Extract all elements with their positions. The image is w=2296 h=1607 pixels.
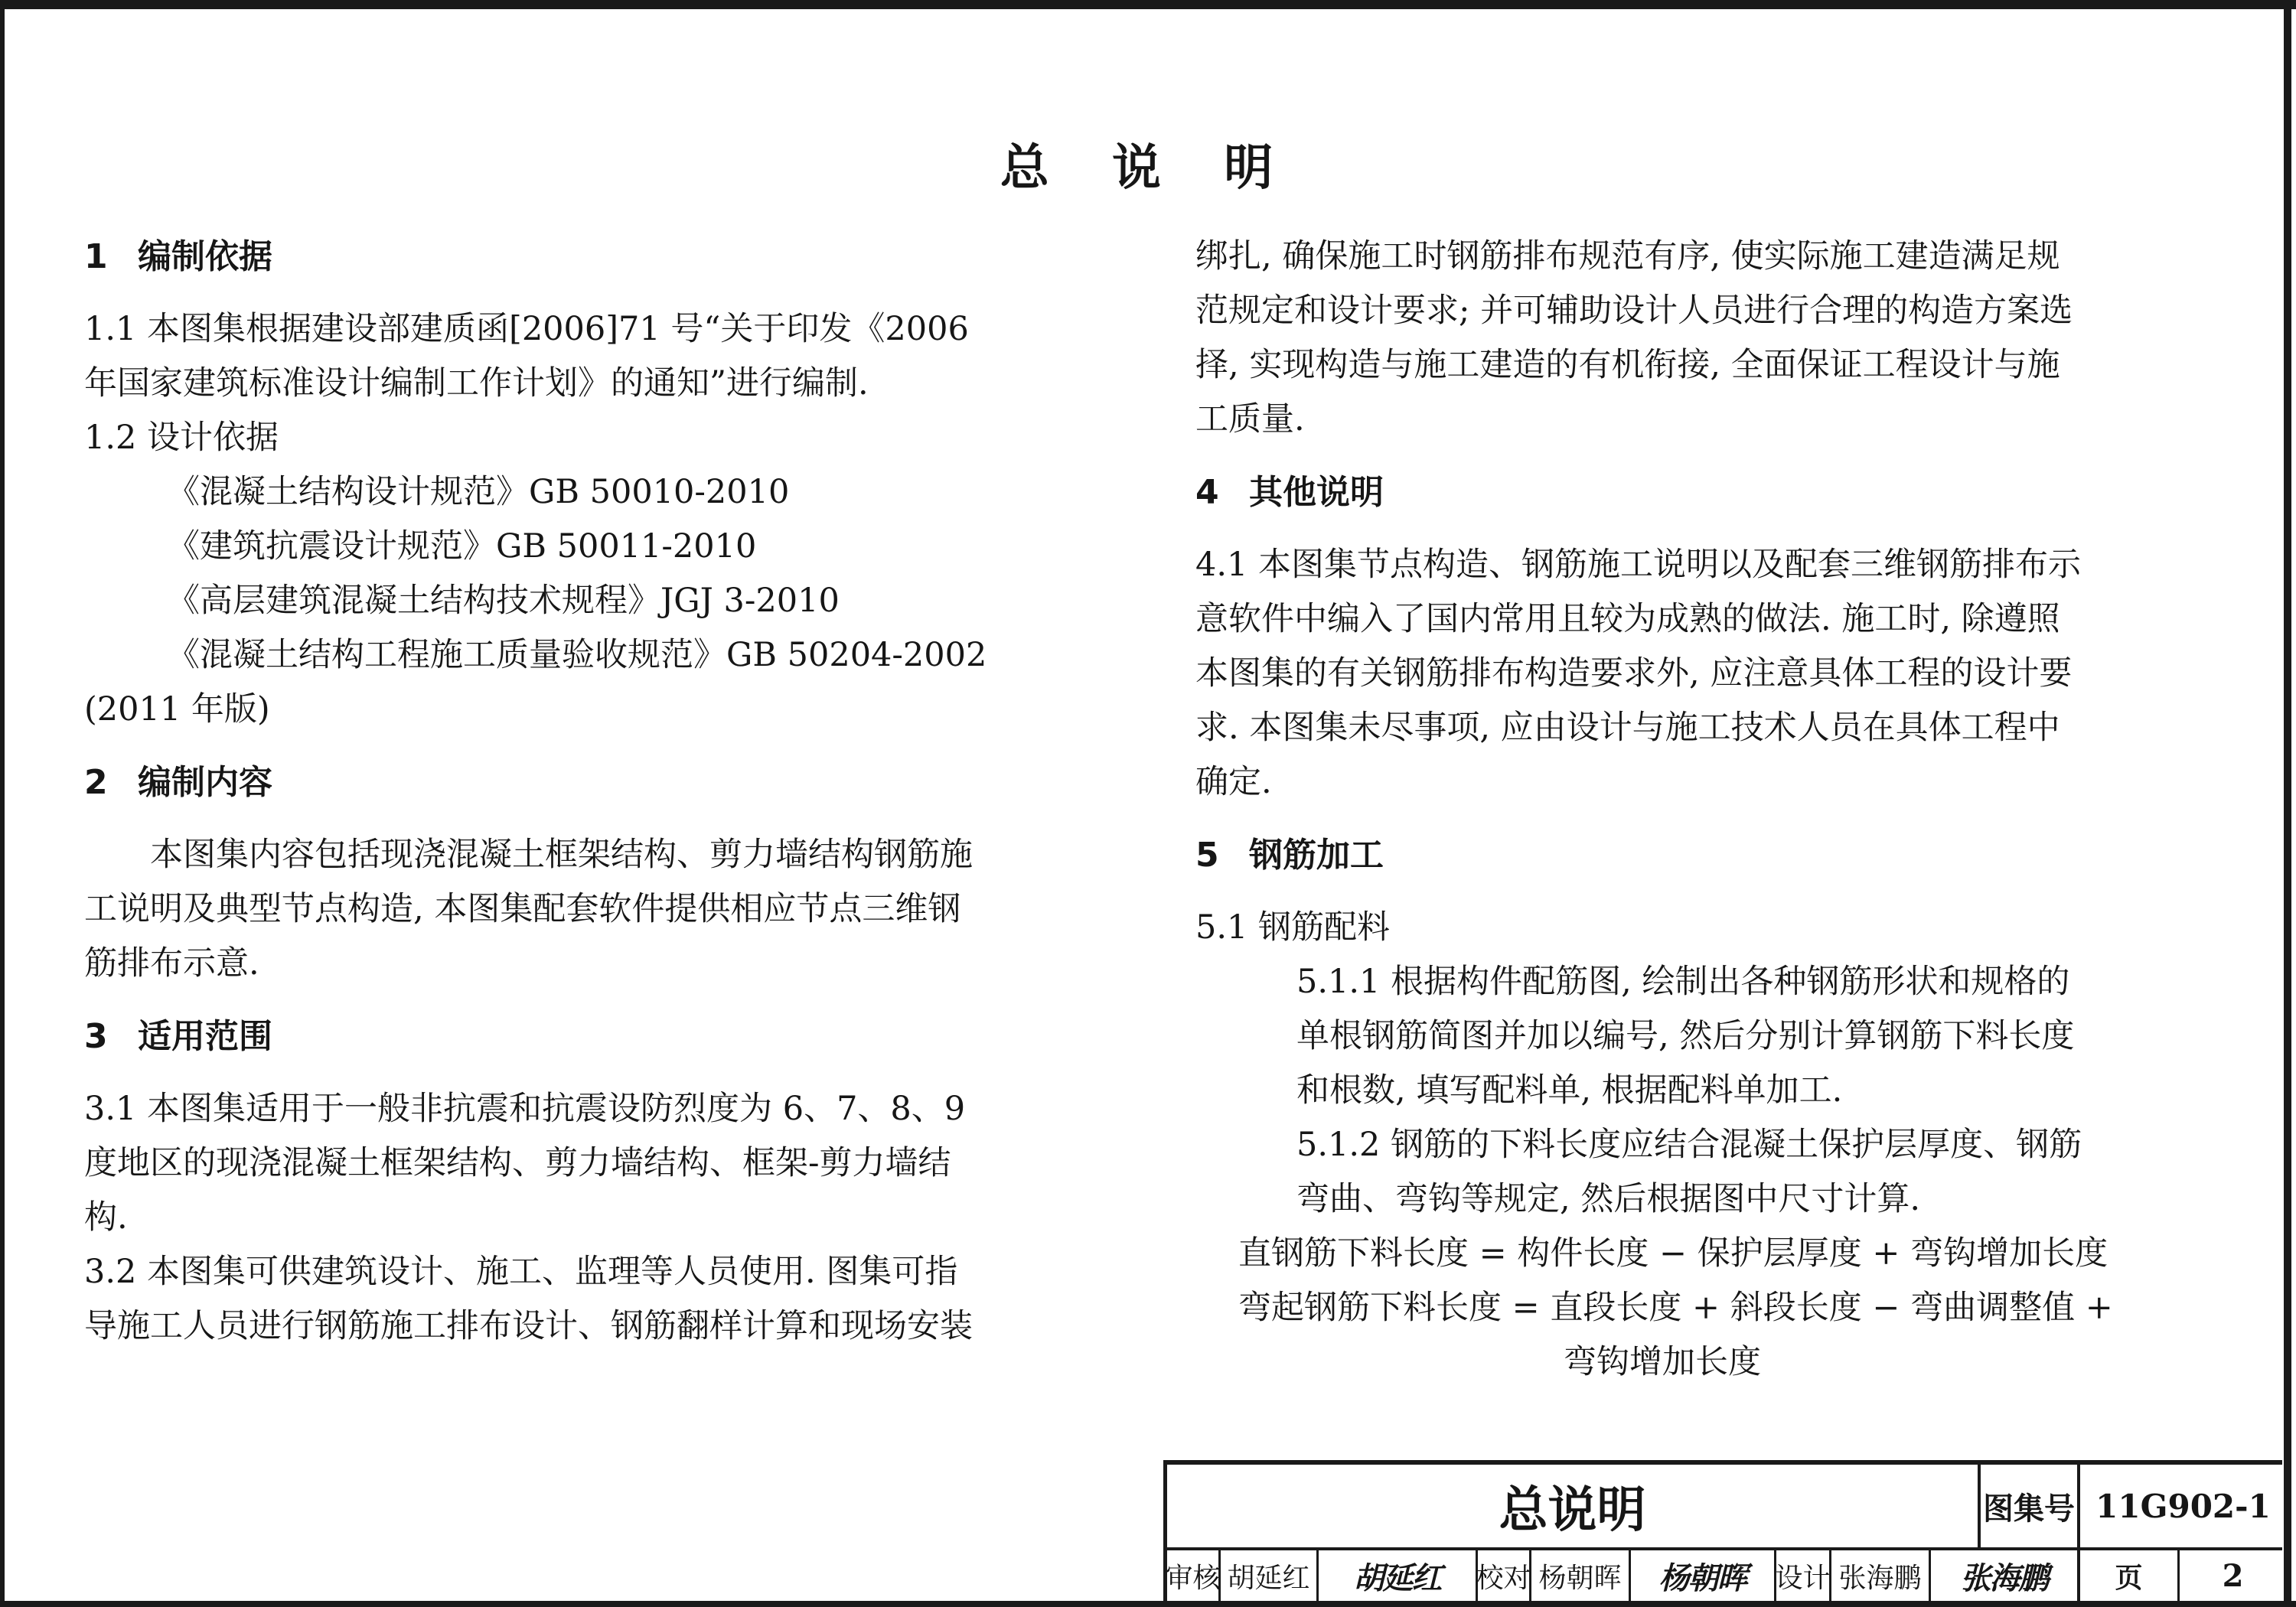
designer-name: 张海鹏 [1831, 1550, 1931, 1601]
standard-item: 《混凝土结构设计规范》GB 50010-2010 [167, 473, 790, 511]
page-title: 总 说 明 [1000, 140, 1296, 197]
signature-row [1167, 1550, 2282, 1601]
design-label: 设计 [1776, 1550, 1831, 1601]
frame-border-right [2284, 0, 2291, 1607]
atlas-number-label: 图集号 [1981, 1465, 2080, 1547]
reviewer-name: 胡延红 [1221, 1550, 1319, 1601]
paragraph-line: 导施工人员进行钢筋施工排布设计、钢筋翻样计算和现场安装 [84, 1307, 973, 1345]
review-label: 审核 [1167, 1550, 1221, 1601]
frame-border-bottom [0, 1601, 2296, 1607]
page-number: 2 [2222, 1557, 2244, 1594]
standard-item: 《建筑抗震设计规范》GB 50011-2010 [167, 527, 757, 566]
section-heading: 5 钢筋加工 [1195, 836, 1384, 875]
paragraph-line: 工说明及典型节点构造, 本图集配套软件提供相应节点三维钢 [84, 890, 961, 928]
atlas-number: 11G902-1 [2095, 1487, 2271, 1525]
paragraph-line: 年国家建筑标准设计编制工作计划》的通知”进行编制. [84, 364, 869, 403]
paragraph-line: 构. [84, 1198, 128, 1237]
paragraph-line: 5.1.2 钢筋的下料长度应结合混凝土保护层厚度、钢筋 [1296, 1126, 2082, 1164]
paragraph-line: 4.1 本图集节点构造、钢筋施工说明以及配套三维钢筋排布示 [1195, 546, 2082, 584]
title-block-row [1167, 1465, 2282, 1550]
designer-signature: 张海鹏 [1931, 1550, 2080, 1601]
check-label: 校对 [1478, 1550, 1531, 1601]
paragraph-line: 1.1 本图集根据建设部建质函[2006]71 号“关于印发《2006 [84, 310, 969, 348]
paragraph-line: 择, 实现构造与施工建造的有机衔接, 全面保证工程设计与施 [1195, 346, 2060, 384]
paragraph-line: 弯曲、弯钩等规定, 然后根据图中尺寸计算. [1296, 1180, 1921, 1218]
paragraph-line: 1.2 设计依据 [84, 419, 279, 457]
section-heading: 4 其他说明 [1195, 473, 1384, 512]
paragraph-line: 度地区的现浇混凝土框架结构、剪力墙结构、框架-剪力墙结 [84, 1144, 951, 1182]
drawing-name: 总说明 [1167, 1465, 1981, 1547]
paragraph-line: 单根钢筋简图并加以编号, 然后分别计算钢筋下料长度 [1296, 1017, 2075, 1055]
section-heading: 3 适用范围 [84, 1017, 272, 1056]
paragraph-line: (2011 年版) [84, 690, 270, 729]
formula-line: 直钢筋下料长度 = 构件长度 − 保护层厚度 + 弯钩增加长度 [1238, 1234, 2108, 1273]
checker-signature: 杨朝晖 [1631, 1550, 1776, 1601]
paragraph-line: 本图集的有关钢筋排布构造要求外, 应注意具体工程的设计要 [1195, 654, 2073, 693]
standard-item: 《高层建筑混凝土结构技术规程》JGJ 3-2010 [167, 582, 840, 620]
paragraph-line: 3.1 本图集适用于一般非抗震和抗震设防烈度为 6、7、8、9 [84, 1090, 966, 1128]
paragraph-line: 3.2 本图集可供建筑设计、施工、监理等人员使用. 图集可指 [84, 1253, 958, 1291]
paragraph-line: 筋排布示意. [84, 944, 259, 983]
paragraph-line: 和根数, 填写配料单, 根据配料单加工. [1296, 1071, 1843, 1110]
paragraph-line: 范规定和设计要求; 并可辅助设计人员进行合理的构造方案选 [1195, 292, 2073, 330]
paragraph-line: 确定. [1195, 763, 1272, 801]
paragraph-line: 本图集内容包括现浇混凝土框架结构、剪力墙结构钢筋施 [150, 836, 973, 874]
section-heading: 1 编制依据 [84, 237, 272, 276]
left-column [84, 230, 1110, 1354]
standard-item: 《混凝土结构工程施工质量验收规范》GB 50204-2002 [167, 636, 987, 674]
page-label: 页 [2080, 1550, 2180, 1601]
formula-line: 弯起钢筋下料长度 = 直段长度 + 斜段长度 − 弯曲调整值 + [1238, 1289, 2113, 1327]
section-heading: 2 编制内容 [84, 763, 272, 802]
frame-border-left [0, 0, 5, 1607]
title-block [1163, 1460, 2282, 1601]
paragraph-line: 意软件中编入了国内常用且较为成熟的做法. 施工时, 除遵照 [1195, 600, 2060, 638]
paragraph-line: 求. 本图集未尽事项, 应由设计与施工技术人员在具体工程中 [1195, 709, 2060, 747]
subsection-heading: 5.1 钢筋配料 [1195, 908, 1391, 947]
paragraph-line: 5.1.1 根据构件配筋图, 绘制出各种钢筋形状和规格的 [1296, 963, 2070, 1001]
paragraph-line: 工质量. [1195, 400, 1305, 438]
formula-line: 弯钩增加长度 [1564, 1343, 1761, 1381]
right-column [1195, 230, 2221, 1390]
paragraph-line: 绑扎, 确保施工时钢筋排布规范有序, 使实际施工建造满足规 [1195, 237, 2060, 275]
reviewer-signature: 胡延红 [1319, 1550, 1478, 1601]
frame-border-top [0, 0, 2296, 9]
checker-name: 杨朝晖 [1531, 1550, 1631, 1601]
